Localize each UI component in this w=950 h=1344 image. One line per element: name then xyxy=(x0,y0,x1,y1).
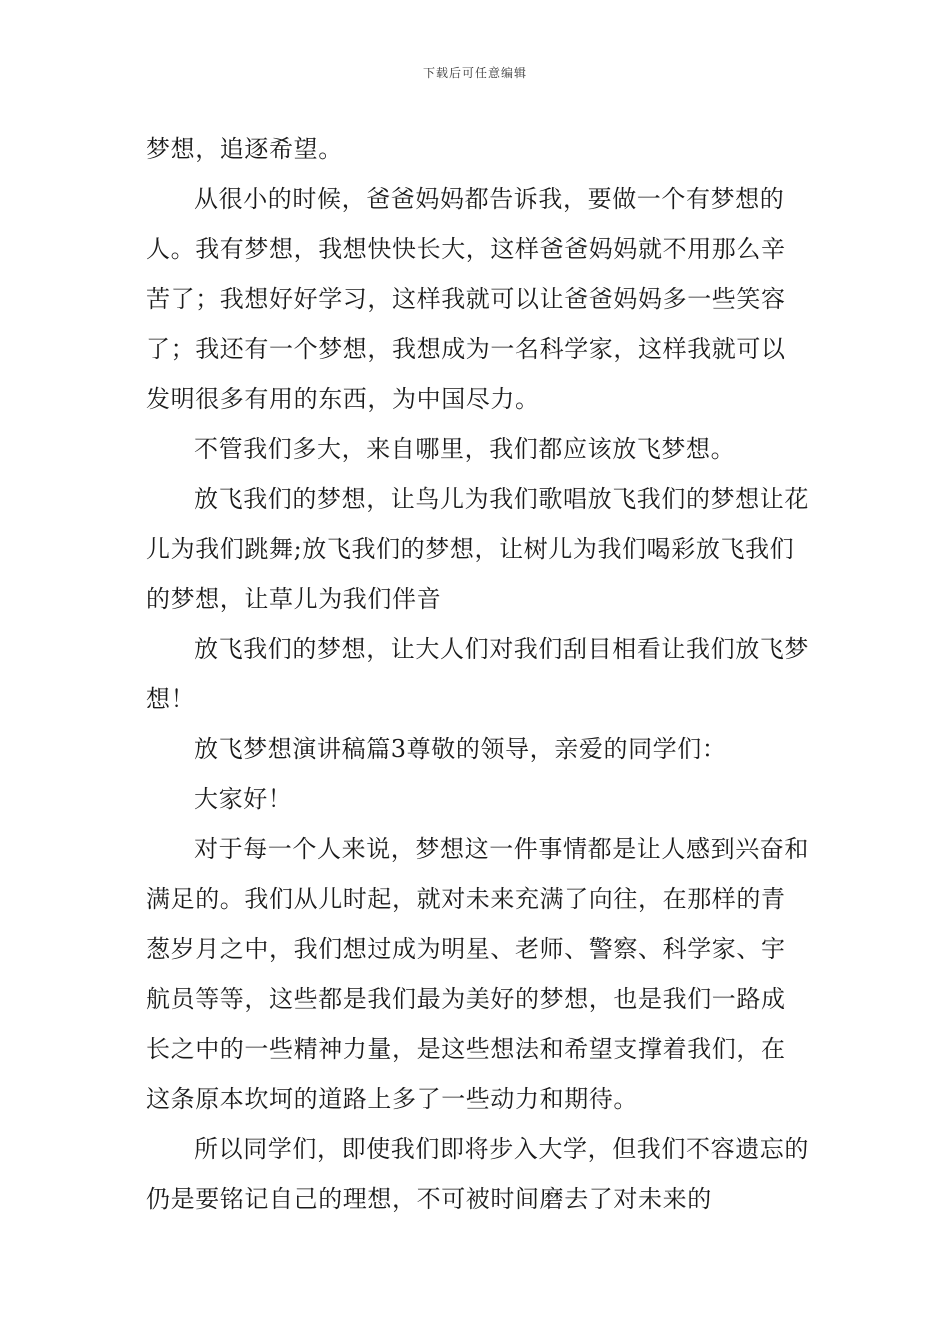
paragraph-5: 放飞我们的梦想，让大人们对我们刮目相看让我们放飞梦想！ xyxy=(146,635,809,713)
paragraph-9: 所以同学们，即使我们即将步入大学，但我们不容遗忘的仍是要铭记自己的理想，不可被时间磨去了对未来的 xyxy=(146,1135,809,1213)
greeting: 大家好！ xyxy=(194,785,293,813)
paragraph-1: 梦想，追逐希望。 xyxy=(146,135,343,163)
paragraph-3: 不管我们多大，来自哪里，我们都应该放飞梦想。 xyxy=(194,435,736,463)
paragraph-4: 放飞我们的梦想，让鸟儿为我们歌唱放飞我们的梦想让花儿为我们跳舞;放飞我们的梦想，让树儿为我们喝彩放飞我们的梦想，让草儿为我们伴音 xyxy=(146,485,809,613)
document-body xyxy=(146,124,810,1224)
page-header: 下载后可任意编辑 xyxy=(422,66,527,80)
paragraph-8: 对于每一个人来说，梦想这一件事情都是让人感到兴奋和满足的。我们从儿时起，就对未来充满了向往，在那样的青葱岁月之中，我们想过成为明星、老师、警察、科学家、宇航员等等，这些都是我们最为美好的梦想，也是我们一路成长之中的一些精神力量，是这些想法和希望支撑着我们，在这条原本坎坷的道路上多了一些动力和期待。 xyxy=(146,835,809,1113)
section-heading: 放飞梦想演讲稿篇3尊敬的领导，亲爱的同学们： xyxy=(194,735,727,763)
paragraph-2: 从很小的时候，爸爸妈妈都告诉我，要做一个有梦想的人。我有梦想，我想快快长大，这样爸爸妈妈就不用那么辛苦了；我想好好学习，这样我就可以让爸爸妈妈多一些笑容了；我还有一个梦想，我想成为一名科学家，这样我就可以发明很多有用的东西，为中国尽力。 xyxy=(146,185,786,413)
